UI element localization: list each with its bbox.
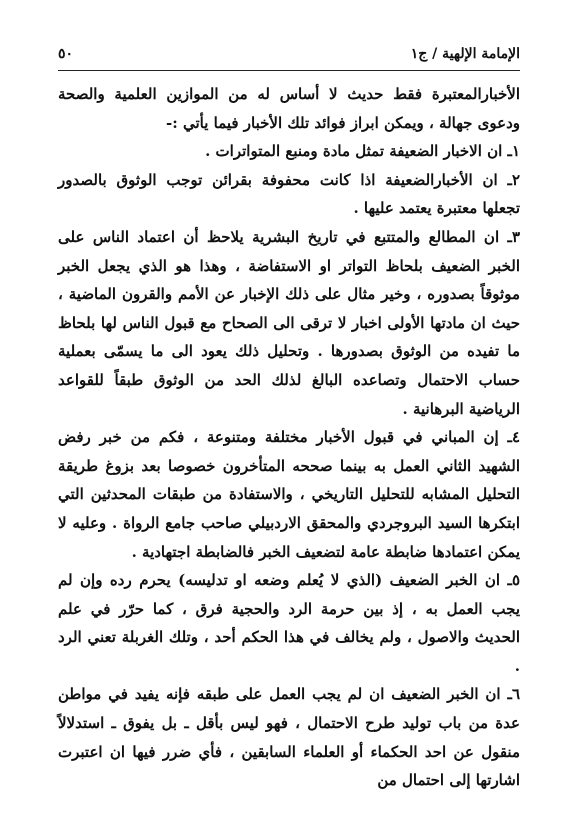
paragraph-intro: الأخبارالمعتبرة فقط حديث لا أساس له من الموازين العلمية والصحة ودعوى جهالة ، ويمكن ابراز فوائد تلك الأخبار فيما يأتي :- <box>58 85 520 132</box>
paragraph-point-2: ٢ـ ان الأخبارالضعيفة اذا كانت محفوفة بقرائن توجب الوثوق بالصدور تجعلها معتبرة يعتمد عليها . <box>58 170 520 218</box>
paragraph-point-3: ٣ـ ان المطالع والمتتبع في تاريخ البشرية يلاحظ أن اعتماد الناس على الخبر الضعيف بلحاظ التواتر او الاستفاضة ، وهذا هو الذي يجعل الخبر موثوقاً بصدوره ، وخير مثال على ذلك الإخبار عن الأمم والقرون الماضية ، حيث ان مادتها الأولى اخبار لا ترقى الى الصحاح مع قبول الناس لها بلحاظ ما تفيده من الوثوق بصدورها . وتحليل ذلك يعود الى ما يسمّى بعملية حساب الاحتمال وتصاعده البالغ لذلك الحد من الوثوق طبقاً للقواعد الرياضية البرهانية . <box>58 227 520 418</box>
running-title: الإمامة الإلهية / ج١ <box>410 46 520 62</box>
paragraph-point-5: ٥ـ ان الخبر الضعيف (الذي لا يُعلم وضعه او تدليسه) يحرم رده وإن لم يجب العمل به ، إذ بين حرمة الرد والحجية فرق ، كما حرّر في علم الحديث والاصول ، ولم يخالف في هذا الحكم أحد ، وتلك الغربلة تعني الرد . <box>58 571 520 675</box>
paragraph-point-4: ٤ـ إن المباني في قبول الأخبار مختلفة ومتنوعة ، فكم من خبر رفض الشهيد الثاني العمل به بينما صححه المتأخرون خصوصا بعد بزوغ طريقة التحليل المشابه للتحليل التاريخي ، والاستفادة من طبقات المحدثين التي ابتكرها السيد البروجردي والمحقق الاردبيلي صاحب جامع الرواة . وعليه لا يمكن اعتمادها ضابطة عامة لتضعيف الخبر فالضابطة اجتهادية . <box>58 428 520 561</box>
page-number: ٥٠ <box>58 46 74 62</box>
paragraph-point-6: ٦ـ ان الخبر الضعيف ان لم يجب العمل على طبقه فإنه يفيد في مواطن عدة من باب توليد طرح الاحتمال ، فهو ليس بأقل ـ بل يفوق ـ استدلالاً منقول عن احد الحكماء أو العلماء السابقين ، فأي ضرر فيها ان اعتبرت اشارتها إلى احتمال من <box>58 685 520 790</box>
page-header <box>58 44 520 68</box>
header-divider <box>58 70 520 71</box>
body-text <box>58 80 520 795</box>
paragraph-point-1: ١ـ ان الاخبار الضعيفة تمثل مادة ومنبع المتواترات . <box>205 142 520 161</box>
